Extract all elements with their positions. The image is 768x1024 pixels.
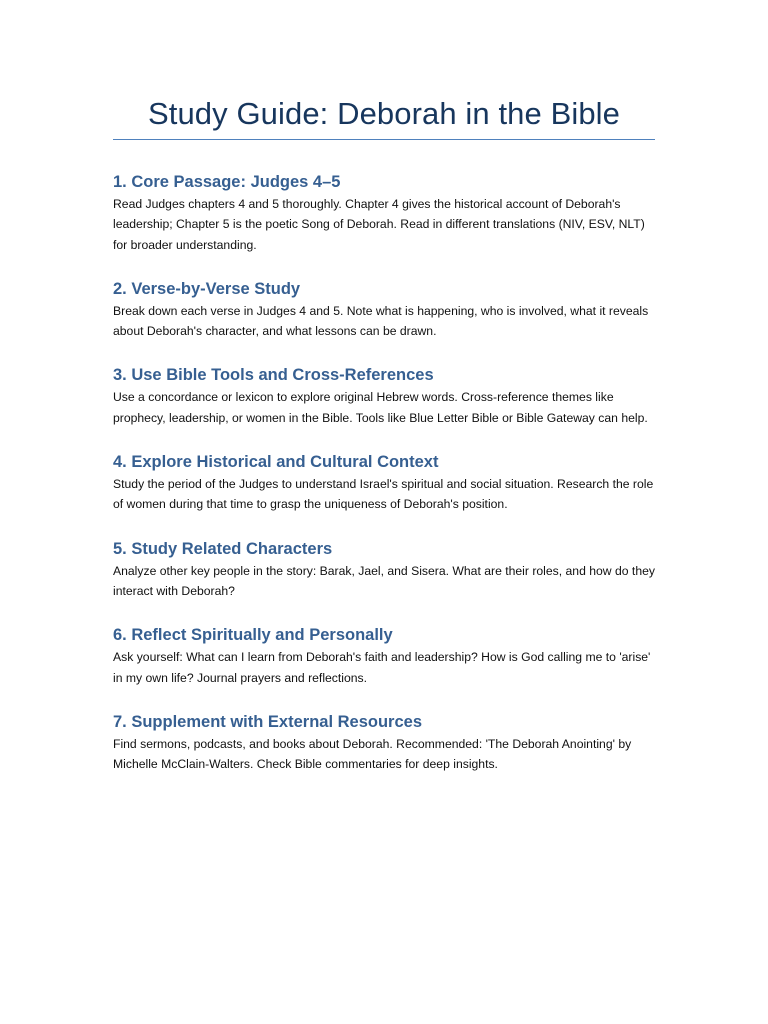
section-related-characters	[113, 538, 655, 602]
section-bible-tools	[113, 364, 655, 428]
section-body: Break down each verse in Judges 4 and 5. Note what is happening, who is involved, what it reveals about Deborah's character, and what lessons can be drawn.	[113, 303, 649, 339]
section-heading: 4. Explore Historical and Cultural Context	[113, 453, 439, 472]
section-heading: 5. Study Related Characters	[113, 539, 333, 558]
section-historical-context	[113, 451, 655, 515]
section-heading: 2. Verse-by-Verse Study	[113, 279, 301, 298]
section-heading: 6. Reflect Spiritually and Personally	[113, 626, 393, 645]
section-heading: 3. Use Bible Tools and Cross-References	[113, 366, 434, 385]
section-body: Study the period of the Judges to understand Israel's spiritual and social situation. Research the role of women during that time to grasp the uniqueness of Deborah's position.	[113, 477, 654, 512]
section-body: Use a concordance or lexicon to explore original Hebrew words. Cross-reference themes like prophecy, leadership, or women in the Bible. Tools like Blue Letter Bible or Bible Gateway can help.	[113, 390, 648, 425]
section-verse-by-verse	[113, 278, 655, 342]
section-reflect	[113, 624, 655, 688]
section-external-resources	[113, 711, 655, 775]
section-body: Read Judges chapters 4 and 5 thoroughly. Chapter 4 gives the historical account of Deborah's leadership; Chapter 5 is the poetic Song of Deborah. Read in different translations (NIV, ESV, NLT) for broader understanding.	[113, 197, 645, 252]
section-body: Find sermons, podcasts, and books about Deborah. Recommended: 'The Deborah Anointing' by Michelle McClain-Walters. Check Bible commentaries for deep insights.	[113, 736, 632, 772]
section-core-passage	[113, 171, 655, 255]
section-heading: 7. Supplement with External Resources	[113, 712, 423, 731]
section-body: Ask yourself: What can I learn from Deborah's faith and leadership? How is God calling me to 'arise' in my own life? Journal prayers and reflections.	[113, 650, 651, 685]
page-title: Study Guide: Deborah in the Bible	[147, 96, 621, 131]
sections-list	[113, 171, 655, 797]
title-underline-divider	[113, 139, 655, 140]
section-body: Analyze other key people in the story: Barak, Jael, and Sisera. What are their roles, and how do they interact with Deborah?	[113, 563, 655, 598]
section-heading: 1. Core Passage: Judges 4–5	[113, 173, 341, 191]
